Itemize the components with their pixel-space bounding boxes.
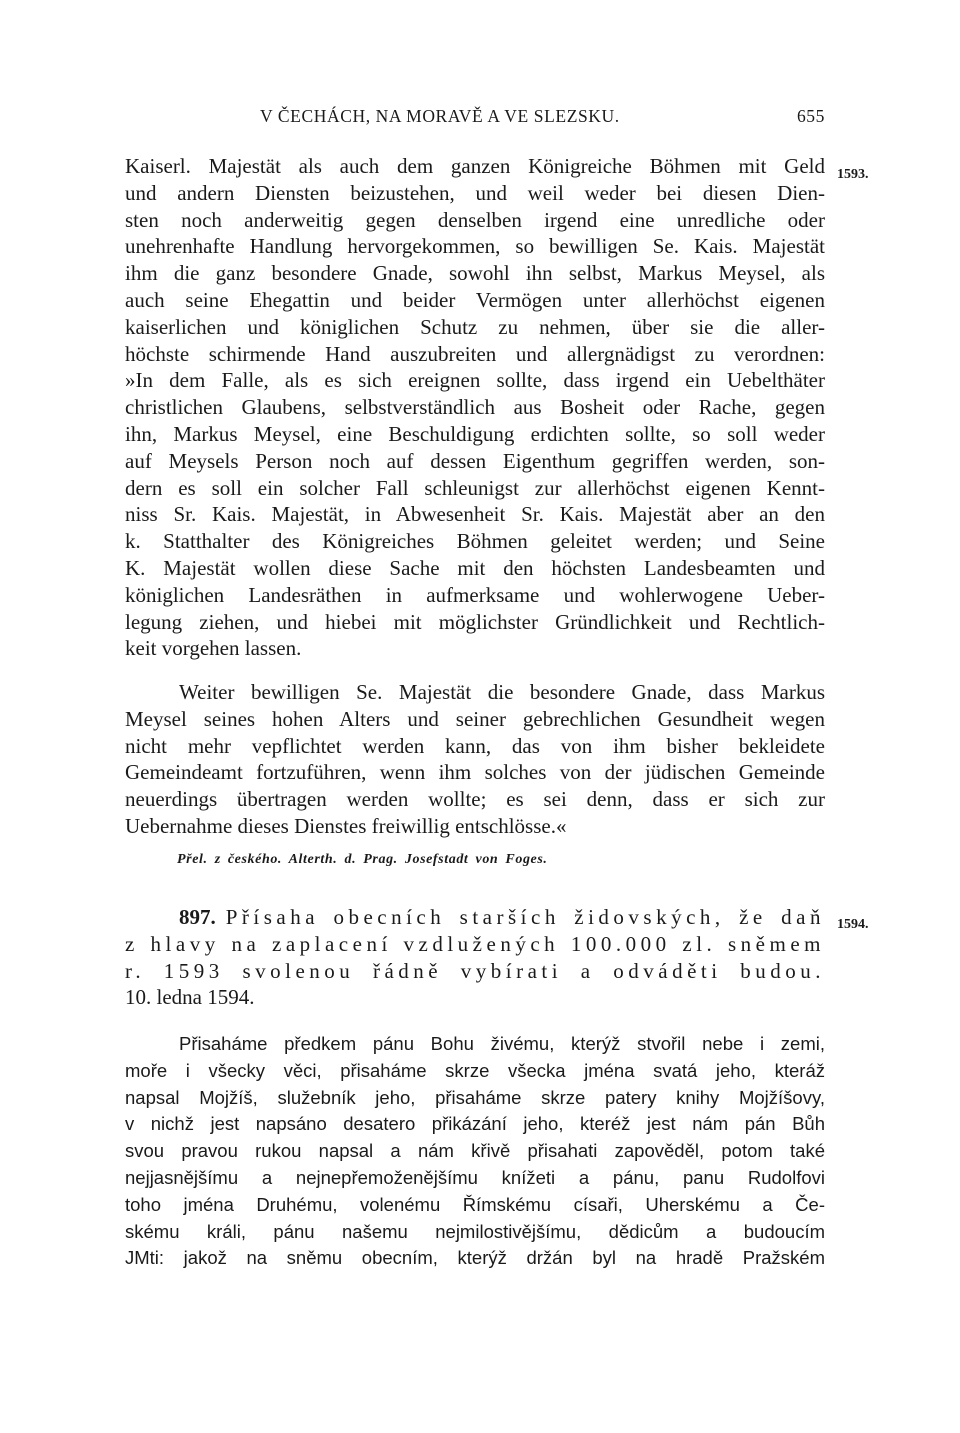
paragraph-line: kaiserlichen und königlichen Schutz zu nehmen, über sie die aller-	[125, 314, 825, 339]
paragraph-line: nicht mehr vepflichtet werden kann, das von ihm bisher bekleidete	[125, 733, 825, 758]
running-head-title: V ČECHÁCH, NA MORAVĚ A VE SLEZSKU.	[260, 106, 620, 126]
paragraph-line: legung ziehen, und hiebei mit möglichster Gründlichkeit und Rechtlich-	[125, 609, 825, 634]
heading-text: Přísaha obecních starších židovských, že daň	[225, 905, 825, 929]
paragraph-line: toho jména Druhému, volenému Římskému císaři, Uherskému a Če-	[125, 1193, 825, 1215]
paragraph-line: auch seine Ehegattin und beider Vermögen unter allerhöchst eigenen	[125, 287, 825, 312]
paragraph-line: unehrenhafte Handlung hervorgekommen, so bewilligen Se. Kais. Majestät	[125, 234, 825, 259]
paragraph-line: napsal Mojžíš, služebník jeho, přisaháme skrze patery knihy Mojžíšovy,	[125, 1086, 825, 1108]
paragraph-line: Uebernahme dieses Dienstes freiwillig entschlösse.«	[125, 813, 567, 838]
paragraph-line: v nichž jest napsáno desatero přikázání jeho, kteréž jest nám pán Bůh	[125, 1113, 825, 1135]
paragraph-line: Přisaháme předkem pánu Bohu živému, kterýž stvořil nebe i zemi,	[179, 1033, 825, 1054]
paragraph-1	[125, 153, 825, 662]
margin-year-1593: 1593.	[837, 167, 869, 182]
paragraph-line: königlichen Landesräthen in aufmerksame und wohlerwogene Ueber-	[125, 582, 825, 607]
paragraph-line: und andern Diensten beizustehen, und weil weder bei diesen Dien-	[125, 180, 825, 205]
document-heading	[125, 904, 825, 1011]
heading-line: z hlavy na zaplacení vzdlužených 100.000 zl. sněmem	[125, 931, 825, 956]
page-number: 655	[796, 106, 825, 126]
paragraph-line: K. Majestät wollen diese Sache mit den höchsten Landesbeamten und	[125, 555, 825, 580]
paragraph-line: niss Sr. Kais. Majestät, in Abwesenheit Sr. Kais. Majestät aber an den	[125, 502, 825, 527]
heading-line-1	[125, 904, 825, 931]
paragraph-line: moře i všecky věci, přisaháme skrze všecka jména svatá jeho, kteráž	[125, 1059, 825, 1081]
paragraph-line: JMti: jakož na sněmu obecním, kterýž držán byl na hradě Pražském	[125, 1247, 825, 1269]
paragraph-line: svou pravou rukou napsal a nám křivě přisahati zapověděl, potom také	[125, 1140, 825, 1162]
running-head	[125, 106, 825, 132]
paragraph-line: Gemeindeamt fortzuführen, wenn ihm solches von der jüdischen Gemeinde	[125, 760, 825, 785]
paragraph-line: »In dem Falle, als es sich ereignen sollte, dass irgend ein Uebelthäter	[125, 368, 825, 393]
paragraph-line: christlichen Glaubens, selbstverständlich aus Bosheit oder Rache, gegen	[125, 395, 825, 420]
paragraph-line: Weiter bewilligen Se. Majestät die besondere Gnade, dass Markus	[179, 680, 825, 704]
document-number: 897.	[179, 905, 216, 929]
paragraph-line: k. Statthalter des Königreiches Böhmen geleitet werden; und Seine	[125, 529, 825, 554]
margin-year-1594: 1594.	[837, 917, 869, 932]
heading-line: 10. ledna 1594.	[125, 985, 255, 1010]
paragraph-line: ihn, Markus Meysel, eine Beschuldigung erdichten sollte, so soll weder	[125, 421, 825, 446]
paragraph-line: Meysel seines hohen Alters und seiner gebrechlichen Gesundheit wegen	[125, 706, 825, 731]
paragraph-line: keit vorgehen lassen.	[125, 636, 302, 661]
paragraph-line: ihm die ganz besondere Gnade, sowohl ihn selbst, Markus Meysel, als	[125, 261, 825, 286]
paragraph-line: dern es soll ein solcher Fall schleunigst zur allerhöchst eigenen Kennt-	[125, 475, 825, 500]
paragraph-2	[125, 679, 825, 840]
paragraph-line: sten noch anderweitig gegen denselben irgend eine unredliche oder	[125, 207, 825, 232]
heading-line: r. 1593 svolenou řádně vybírati a odváděti budou.	[125, 958, 825, 983]
paragraph-3	[125, 1031, 825, 1272]
paragraph-line: nejjasnějšímu a nejnepřemoženějšímu knížeti a pánu, panu Rudolfovi	[125, 1166, 825, 1188]
paragraph-line: skému králi, pánu našemu nejmilostivějšímu, dědicům a budoucím	[125, 1220, 825, 1242]
source-citation: Přel. z českého. Alterth. d. Prag. Josefstadt von Foges.	[177, 852, 548, 867]
paragraph-line: Kaiserl. Majestät als auch dem ganzen Königreiche Böhmen mit Geld	[125, 154, 825, 178]
paragraph-line: höchste schirmende Hand auszubreiten und allergnädigst zu verordnen:	[125, 341, 825, 366]
paragraph-line: auf Meysels Person noch auf dessen Eigenthum gegriffen werden, son-	[125, 448, 825, 473]
paragraph-line: neuerdings übertragen werden wollte; es sei denn, dass er sich zur	[125, 787, 825, 812]
